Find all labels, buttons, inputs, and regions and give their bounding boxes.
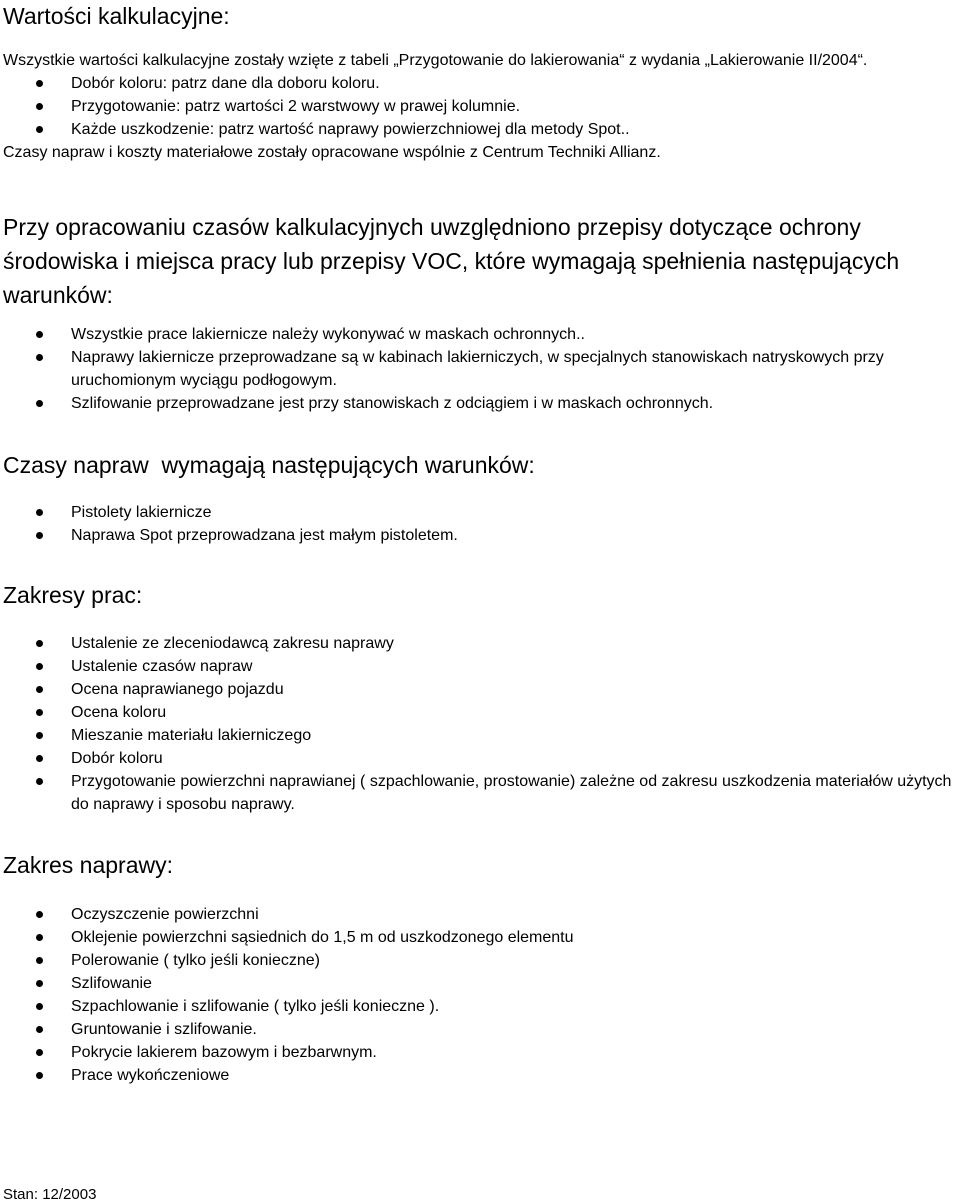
- list-item: Dobór koloru: [3, 747, 960, 770]
- bullet-icon: [36, 126, 43, 133]
- bullet-icon: [36, 509, 43, 516]
- list-item: Wszystkie prace lakiernicze należy wykonywać w maskach ochronnych..: [3, 323, 960, 346]
- list-item: Szlifowanie przeprowadzane jest przy stanowiskach z odciągiem i w maskach ochronnych.: [3, 392, 960, 415]
- bullet-icon: [36, 80, 43, 87]
- bullet-icon: [36, 640, 43, 647]
- bullet-icon: [36, 400, 43, 407]
- work-scope-list: [3, 632, 960, 816]
- repair-scope-section: [3, 903, 960, 1087]
- bullet-icon: [36, 1072, 43, 1079]
- bullet-icon: [36, 1003, 43, 1010]
- repair-times-list: [3, 501, 960, 547]
- bullet-icon: [36, 686, 43, 693]
- list-item: Gruntowanie i szlifowanie.: [3, 1018, 960, 1041]
- bullet-icon: [36, 663, 43, 670]
- work-scope-section: [3, 632, 960, 816]
- list-item: Ocena naprawianego pojazdu: [3, 678, 960, 701]
- list-item: Ustalenie ze zleceniodawcą zakresu naprawy: [3, 632, 960, 655]
- list-item: Pokrycie lakierem bazowym i bezbarwnym.: [3, 1041, 960, 1064]
- conditions-list: [3, 323, 960, 415]
- bullet-icon: [36, 1026, 43, 1033]
- bullet-icon: [36, 980, 43, 987]
- requirements-paragraph: Przy opracowaniu czasów kalkulacyjnych uwzględniono przepisy dotyczące ochrony środowiska i miejsca pracy lub przepisy VOC, które wymagają spełnienia następujących warunków:: [3, 214, 900, 308]
- list-item: Naprawa Spot przeprowadzana jest małym pistoletem.: [3, 524, 960, 547]
- repair-times-section: [3, 501, 960, 547]
- status-date: Stan: 12/2003: [3, 1186, 97, 1203]
- section-heading-work-scope: Zakresy prac:: [3, 582, 143, 608]
- bullet-icon: [36, 732, 43, 739]
- list-item: Dobór koloru: patrz dane dla doboru koloru.: [3, 72, 953, 95]
- list-item: Mieszanie materiału lakierniczego: [3, 724, 960, 747]
- section-heading-repair-times: Czasy napraw wymagają następujących warunków:: [3, 452, 535, 478]
- intro-list: [3, 72, 953, 141]
- conditions-section: [3, 323, 960, 415]
- bullet-icon: [36, 532, 43, 539]
- bullet-icon: [36, 957, 43, 964]
- bullet-icon: [36, 103, 43, 110]
- intro-section: [3, 49, 953, 164]
- bullet-icon: [36, 709, 43, 716]
- bullet-icon: [36, 331, 43, 338]
- list-item: Każde uszkodzenie: patrz wartość naprawy powierzchniowej dla metody Spot..: [3, 118, 953, 141]
- repair-scope-list: [3, 903, 960, 1087]
- bullet-icon: [36, 934, 43, 941]
- list-item: Ustalenie czasów napraw: [3, 655, 960, 678]
- list-item: Prace wykończeniowe: [3, 1064, 960, 1087]
- bullet-icon: [36, 354, 43, 361]
- list-item: Przygotowanie: patrz wartości 2 warstwowy w prawej kolumnie.: [3, 95, 953, 118]
- bullet-icon: [36, 778, 43, 785]
- intro-text: Wszystkie wartości kalkulacyjne zostały wzięte z tabeli „Przygotowanie do lakierowania“ z wydania „Lakierowanie II/2004“.: [3, 52, 868, 69]
- list-item: Pistolety lakiernicze: [3, 501, 960, 524]
- bullet-icon: [36, 755, 43, 762]
- list-item: Ocena koloru: [3, 701, 960, 724]
- list-item: Szlifowanie: [3, 972, 960, 995]
- list-item: Oklejenie powierzchni sąsiednich do 1,5 m od uszkodzonego elementu: [3, 926, 960, 949]
- bullet-icon: [36, 911, 43, 918]
- list-item: Oczyszczenie powierzchni: [3, 903, 960, 926]
- page-title: Wartości kalkulacyjne:: [3, 3, 230, 29]
- intro-closing-text: Czasy napraw i koszty materiałowe zostały opracowane wspólnie z Centrum Techniki Allianz.: [3, 144, 661, 161]
- list-item: Naprawy lakiernicze przeprowadzane są w kabinach lakierniczych, w specjalnych stanowiskach natryskowych przy uruchomionym wyciągu podłogowym.: [3, 346, 960, 392]
- list-item: Szpachlowanie i szlifowanie ( tylko jeśli konieczne ).: [3, 995, 960, 1018]
- section-heading-repair-scope: Zakres naprawy:: [3, 852, 174, 878]
- list-item: Przygotowanie powierzchni naprawianej ( szpachlowanie, prostowanie) zależne od zakresu uszkodzenia materiałów użytych do naprawy i sposobu naprawy.: [3, 770, 960, 816]
- bullet-icon: [36, 1049, 43, 1056]
- list-item: Polerowanie ( tylko jeśli konieczne): [3, 949, 960, 972]
